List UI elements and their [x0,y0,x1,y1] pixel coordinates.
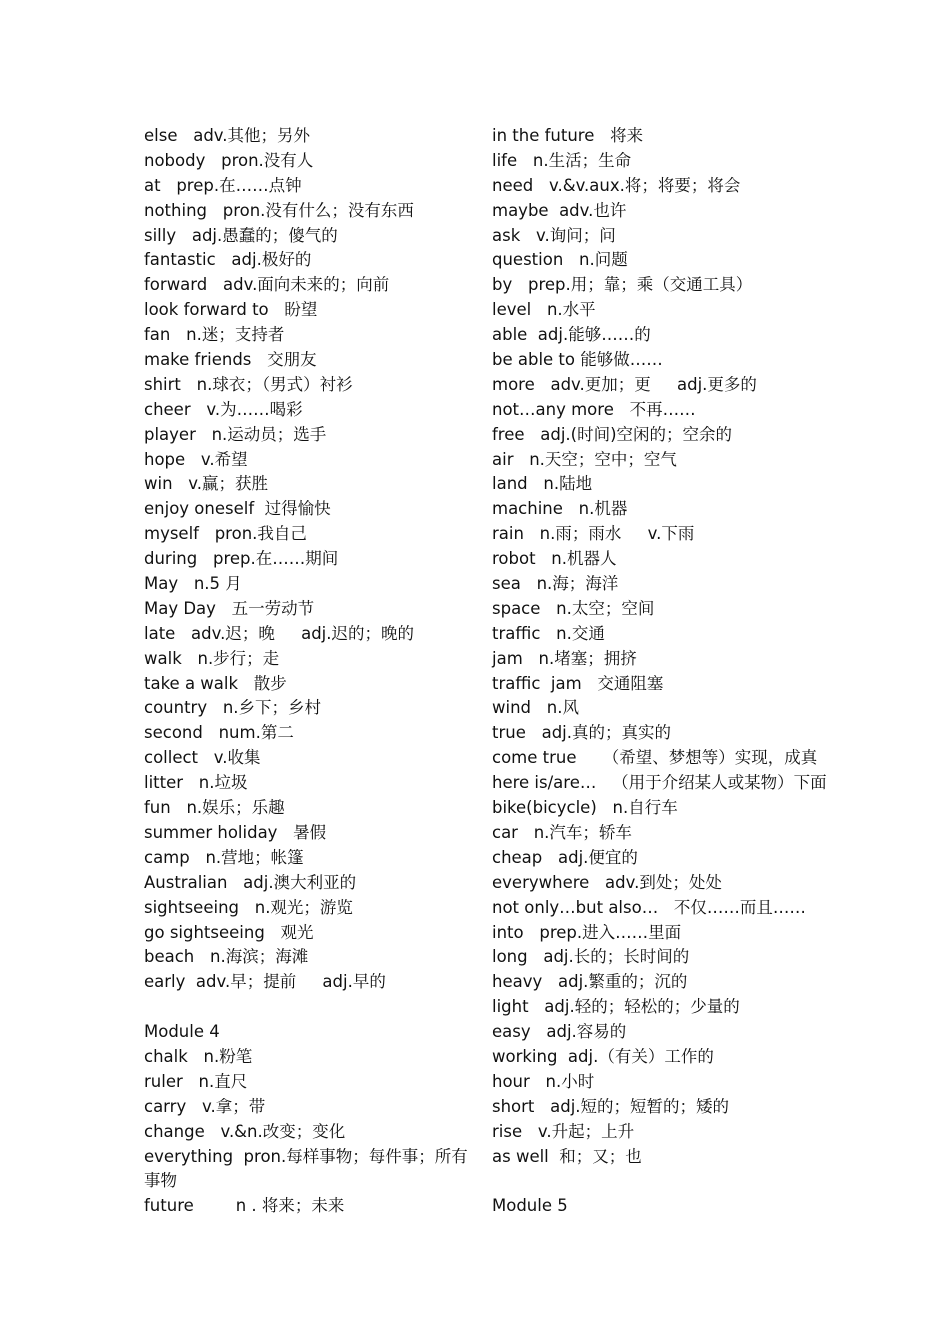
vocab-line: machine n.机器 [492,499,628,519]
vocab-line: by prep.用；靠；乘（交通工具） [492,275,753,295]
vocab-line: May n.5 月 [144,574,242,594]
vocab-line: fantastic adj.极好的 [144,250,312,270]
vocab-line: cheap adj.便宜的 [492,847,638,867]
vocab-line: cheer v.为……喝彩 [144,399,303,419]
vocab-line: jam n.堵塞；拥挤 [492,648,637,668]
vocab-line: fun n.娱乐；乐趣 [144,798,285,818]
vocab-line: else adv.其他；另外 [144,126,311,145]
vocab-line: carry v.拿；带 [144,1096,266,1116]
vocab-line: camp n.营地；帐篷 [144,847,304,867]
vocab-line: free adj.(时间)空闲的；空余的 [492,424,733,444]
vocab-line: early adv.早；提前 adj.早的 [144,972,386,992]
vocab-line: nothing pron.没有什么；没有东西 [144,200,414,220]
vocab-line: go sightseeing 观光 [144,922,314,942]
vocab-line: sightseeing n.观光；游览 [144,897,353,917]
vocab-line: Australian adj.澳大利亚的 [144,872,357,892]
vocab-line: shirt n.球衣；（男式）衬衫 [144,374,353,394]
vocab-line: easy adj.容易的 [492,1022,627,1042]
vocab-line: here is/are… （用于介绍某人或某物）下面 [492,773,827,793]
vocab-line: be able to 能够做…… [492,350,663,370]
vocab-line: into prep.进入……里面 [492,922,682,942]
vocab-line: everywhere adv.到处；处处 [492,872,722,892]
module-heading: Module 4 [144,1022,220,1042]
vocab-line: late adv.迟；晚 adj.迟的；晚的 [144,623,415,643]
vocab-line: more adv.更加；更 adj.更多的 [492,374,757,394]
vocab-line: not…any more 不再…… [492,399,696,419]
vocab-line: need v.&v.aux.将；将要；将会 [492,175,741,195]
blank-line [144,995,474,1020]
vocab-line: rain n.雨；雨水 v.下雨 [492,524,695,544]
vocab-line: player n.运动员；选手 [144,424,327,444]
vocab-line: traffic n.交通 [492,623,605,643]
vocab-line: summer holiday 暑假 [144,822,327,842]
vocab-line: traffic jam 交通阻塞 [492,673,664,693]
vocab-line: short adj.短的；短暂的；矮的 [492,1096,730,1116]
vocab-line: future n . 将来；未来 [144,1196,345,1216]
vocab-line: rise v.升起；上升 [492,1121,635,1141]
vocab-line: able adj.能够……的 [492,325,651,345]
vocab-line: life n.生活；生命 [492,150,632,170]
vocab-line: beach n.海滨；海滩 [144,947,309,967]
vocab-line: enjoy oneself 过得愉快 [144,499,331,519]
vocab-line: in the future 将来 [492,126,644,145]
vocab-line: change v.&n.改变；变化 [144,1121,346,1141]
vocab-line: car n.汽车；轿车 [492,822,632,842]
vocab-line: heavy adj.繁重的；沉的 [492,972,688,992]
vocab-line: country n.乡下；乡村 [144,698,322,718]
vocab-line: true adj.真的；真实的 [492,723,672,743]
vocab-line: come true （希望、梦想等）实现，成真 [492,748,818,768]
vocab-line: level n.水平 [492,300,596,320]
vocab-line: as well 和；又；也 [492,1146,642,1166]
vocabulary-column-right [492,124,842,1219]
vocab-line: win v.赢；获胜 [144,474,268,494]
blank-line [492,1169,842,1194]
vocab-line: during prep.在……期间 [144,549,339,569]
vocab-line: long adj.长的；长时间的 [492,947,690,967]
vocab-line: myself pron.我自己 [144,524,307,544]
vocabulary-column-left [144,124,474,1219]
vocab-line: walk n.步行；走 [144,648,280,668]
vocab-line: not only…but also… 不仅……而且…… [492,897,806,917]
vocab-line: forward adv.面向未来的；向前 [144,275,390,295]
vocab-line: hour n.小时 [492,1071,595,1091]
vocab-line: working adj.（有关）工作的 [492,1046,714,1066]
module-heading: Module 5 [492,1196,568,1216]
vocab-line: nobody pron.没有人 [144,150,314,170]
vocab-line: question n.问题 [492,250,628,270]
vocab-line: air n.天空；空中；空气 [492,449,677,469]
vocab-line: everything pron.每样事物；每件事；所有事物 [144,1146,468,1191]
vocab-line: take a walk 散步 [144,673,287,693]
vocab-line: sea n.海；海洋 [492,574,619,594]
vocab-line: collect v.收集 [144,748,261,768]
vocab-line: chalk n.粉笔 [144,1046,253,1066]
vocab-line: fan n.迷；支持者 [144,325,285,345]
vocab-line: hope v.希望 [144,449,248,469]
vocab-line: ask v.询问；问 [492,225,616,245]
vocab-line: maybe adv.也许 [492,200,627,220]
vocab-line: look forward to 盼望 [144,300,318,320]
vocab-line: light adj.轻的；轻松的；少量的 [492,997,740,1017]
vocab-line: litter n.垃圾 [144,773,248,793]
vocab-line: robot n.机器人 [492,549,617,569]
vocab-line: make friends 交朋友 [144,350,317,370]
vocab-line: ruler n.直尺 [144,1071,248,1091]
vocab-line: space n.太空；空间 [492,598,655,618]
vocab-line: bike(bicycle) n.自行车 [492,798,678,818]
vocab-line: at prep.在……点钟 [144,175,302,195]
vocab-line: second num.第二 [144,723,294,743]
vocab-line: land n.陆地 [492,474,593,494]
vocab-line: wind n.风 [492,698,579,718]
vocab-line: silly adj.愚蠢的；傻气的 [144,225,338,245]
vocab-line: May Day 五一劳动节 [144,598,315,618]
